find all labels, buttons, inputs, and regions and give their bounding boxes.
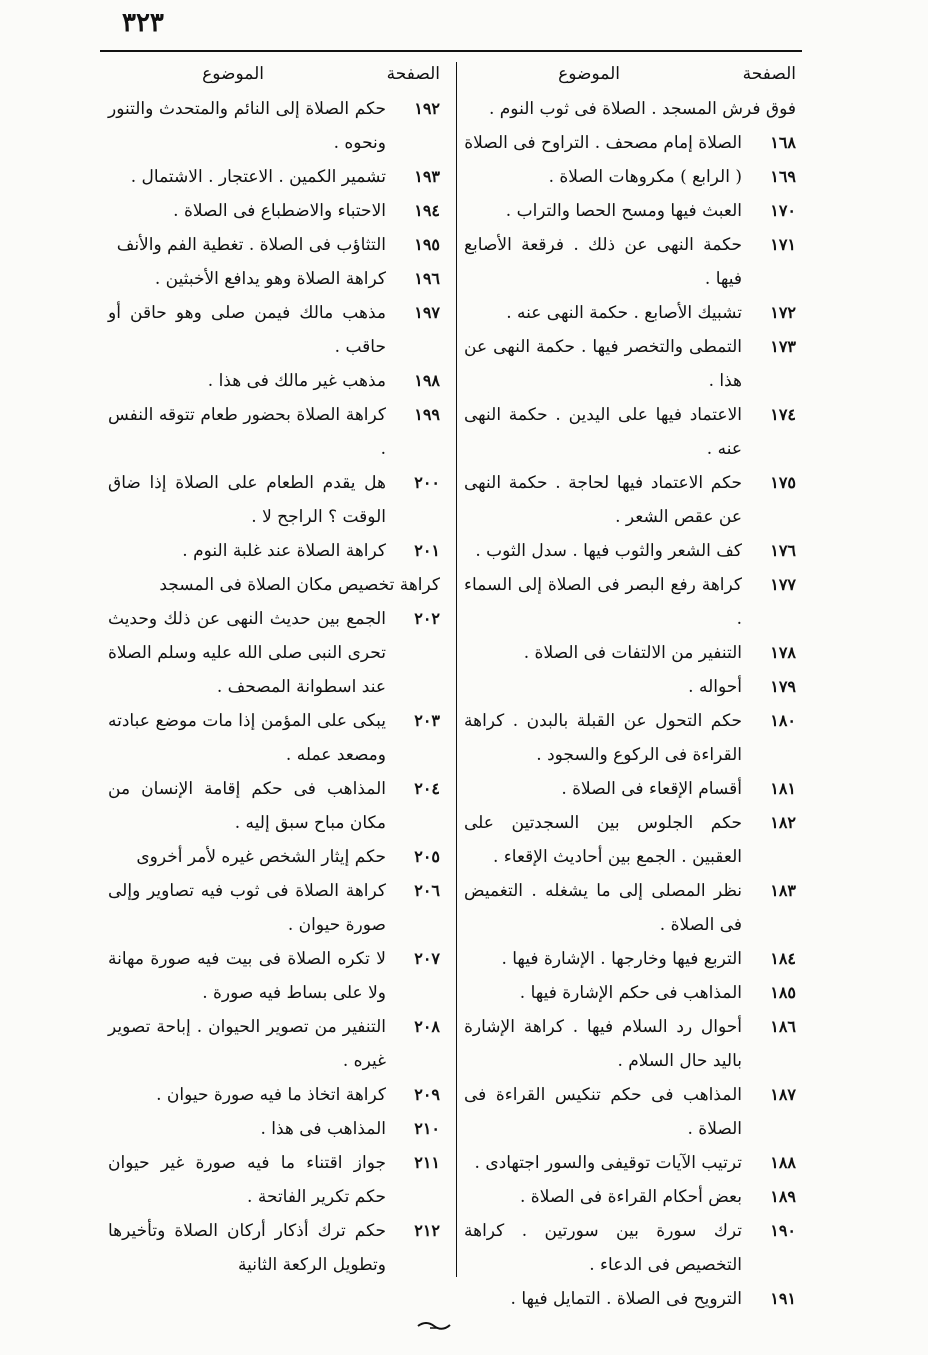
index-entry xyxy=(108,534,440,568)
entry-page-number: ١٧٦ xyxy=(770,541,796,560)
entry-topic: أحواله . xyxy=(688,677,742,697)
index-entry xyxy=(108,228,440,262)
index-entry xyxy=(108,602,440,704)
entry-page-number: ٢٠٦ xyxy=(414,881,440,900)
index-entry xyxy=(464,398,796,466)
top-rule xyxy=(100,50,802,52)
entry-topic: بعض أحكام القراءة فى الصلاة . xyxy=(519,1187,742,1207)
index-entry xyxy=(108,466,440,534)
entry-topic: المذاهب فى هذا . xyxy=(260,1119,386,1139)
index-entry xyxy=(108,92,440,160)
right-column-header xyxy=(464,62,796,92)
entry-page-number: ٢١١ xyxy=(414,1153,440,1172)
entry-topic: حكم إيثار الشخص غيره لأمر أخروى xyxy=(136,847,386,867)
entry-topic: حكم ترك أذكار أركان الصلاة وتأخيرها وتطويل الركعة الثانية xyxy=(108,1221,386,1275)
index-entry xyxy=(464,126,796,160)
index-entry xyxy=(464,1010,796,1078)
index-entry xyxy=(108,1078,440,1112)
entry-topic: التثاؤب فى الصلاة . تغطية الفم والأنف xyxy=(116,235,386,255)
entry-topic: كراهة الصلاة فى ثوب فيه تصاوير وإلى صورة حيوان . xyxy=(108,881,386,935)
index-entry xyxy=(464,1078,796,1146)
entry-page-number: ٢٠٩ xyxy=(414,1085,440,1104)
entry-topic: أقسام الإقعاء فى الصلاة . xyxy=(561,779,742,799)
entry-topic: كراهة اتخاذ ما فيه صورة حيوان . xyxy=(156,1085,386,1105)
entry-page-number: ١٧٢ xyxy=(770,303,796,322)
page-label: الصفحة xyxy=(386,64,440,84)
entry-topic: كراهة الصلاة عند غلبة النوم . xyxy=(182,541,386,561)
entry-page-number: ١٩٨ xyxy=(414,371,440,390)
index-entry xyxy=(464,636,796,670)
index-entry xyxy=(464,942,796,976)
index-entry xyxy=(108,1146,440,1214)
entry-page-number: ١٩٧ xyxy=(414,303,440,322)
entry-page-number: ١٨٢ xyxy=(770,813,796,832)
entry-topic: العبث فيها ومسح الحصا والتراب . xyxy=(505,201,742,221)
entry-page-number: ١٩١ xyxy=(770,1289,796,1308)
index-entry xyxy=(464,1214,796,1282)
entry-topic: المذاهب فى حكم إقامة الإنسان من مكان مباح سبق إليه . xyxy=(108,779,386,833)
left-column xyxy=(108,62,440,1282)
entry-topic: ترك سورة بين سورتين . كراهة التخصيص فى الدعاء . xyxy=(464,1221,742,1275)
entry-topic: مذهب مالك فيمن صلى وهو حاقن أو حاقب . xyxy=(108,303,386,357)
entry-topic: حكم الصلاة إلى النائم والمتحدث والتنور ونحوه . xyxy=(108,99,386,153)
page-number: ٣٢٣ xyxy=(122,8,164,38)
entry-page-number: ١٩٥ xyxy=(414,235,440,254)
entry-page-number: ١٨٣ xyxy=(770,881,796,900)
index-entry xyxy=(464,466,796,534)
entry-topic: الترويح فى الصلاة . التمايل فيها . xyxy=(510,1289,742,1309)
index-entry xyxy=(108,1112,440,1146)
entry-page-number: ٢٠٠ xyxy=(414,473,440,492)
entry-page-number: ١٩٤ xyxy=(414,201,440,220)
entry-topic: أحوال رد السلام فيها . كراهة الإشارة باليد حال السلام . xyxy=(464,1017,742,1071)
index-entry xyxy=(108,1214,440,1282)
entry-page-number: ١٨١ xyxy=(770,779,796,798)
index-entry xyxy=(464,704,796,772)
entry-page-number: ٢٠٣ xyxy=(414,711,440,730)
left-entries xyxy=(108,92,440,1282)
entry-topic: نظر المصلى إلى ما يشغله . التغميض فى الصلاة . xyxy=(464,881,742,935)
index-entry xyxy=(464,568,796,636)
index-entry xyxy=(464,772,796,806)
entry-page-number: ٢٠٢ xyxy=(414,609,440,628)
index-entry xyxy=(464,194,796,228)
entry-page-number: ٢٠٧ xyxy=(414,949,440,968)
entry-page-number: ١٦٩ xyxy=(770,167,796,186)
entry-page-number: ١٦٨ xyxy=(770,133,796,152)
index-entry xyxy=(108,874,440,942)
index-entry xyxy=(108,704,440,772)
index-entry xyxy=(464,330,796,398)
index-entry xyxy=(464,806,796,874)
entry-topic: مذهب غير مالك فى هذا . xyxy=(207,371,386,391)
index-entry xyxy=(464,670,796,704)
index-entry xyxy=(464,1180,796,1214)
entry-topic: المذاهب فى حكم تنكيس القراءة فى الصلاة . xyxy=(464,1085,742,1139)
entry-topic: حكمة النهى عن ذلك . فرقعة الأصابع فيها . xyxy=(464,235,742,289)
index-entry xyxy=(108,568,440,602)
index-entry xyxy=(108,942,440,1010)
entry-page-number: ٢٠٤ xyxy=(414,779,440,798)
entry-topic: التنفير من الالتفات فى الصلاة . xyxy=(523,643,742,663)
index-entry xyxy=(108,398,440,466)
entry-page-number: ٢١٢ xyxy=(414,1221,440,1240)
entry-page-number: ٢١٠ xyxy=(414,1119,440,1138)
entry-topic: حكم الجلوس بين السجدتين على العقبين . الجمع بين أحاديث الإقعاء . xyxy=(464,813,742,867)
entry-page-number: ١٧٩ xyxy=(770,677,796,696)
entry-topic: الاحتباء والاضطباع فى الصلاة . xyxy=(173,201,386,221)
index-entry xyxy=(108,364,440,398)
column-divider xyxy=(456,62,457,1277)
entry-topic: الصلاة إمام مصحف . التراوح فى الصلاة xyxy=(464,133,742,153)
entry-page-number: ١٨٠ xyxy=(770,711,796,730)
entry-page-number: ١٨٦ xyxy=(770,1017,796,1036)
entry-page-number: ١٨٧ xyxy=(770,1085,796,1104)
index-entry xyxy=(464,976,796,1010)
topic-label: الموضوع xyxy=(202,64,264,84)
index-entry xyxy=(464,228,796,296)
entry-page-number: ١٨٤ xyxy=(770,949,796,968)
entry-page-number: ١٧٠ xyxy=(770,201,796,220)
entry-topic: التمطى والتخصر فيها . حكمة النهى عن هذا . xyxy=(464,337,742,391)
index-entry xyxy=(464,160,796,194)
index-entry xyxy=(464,296,796,330)
topic-label: الموضوع xyxy=(558,64,620,84)
entry-page-number: ١٧٨ xyxy=(770,643,796,662)
index-entry xyxy=(108,840,440,874)
index-entry xyxy=(464,1282,796,1316)
entry-page-number: ١٩٢ xyxy=(414,99,440,118)
entry-topic: هل يقدم الطعام على الصلاة إذا ضاق الوقت ؟ الراجح لا . xyxy=(108,473,386,527)
footer-ornament xyxy=(416,1318,452,1332)
entry-topic: يبكى على المؤمن إذا مات موضع عبادته ومصعد عمله . xyxy=(108,711,386,765)
index-entry xyxy=(108,262,440,296)
entry-page-number: ١٧٣ xyxy=(770,337,796,356)
right-entries xyxy=(464,92,796,1316)
entry-topic: لا تكره الصلاة فى بيت فيه صورة مهانة ولا على بساط فيه صورة . xyxy=(108,949,386,1003)
index-entry xyxy=(464,92,796,126)
left-column-header xyxy=(108,62,440,92)
index-entry xyxy=(108,772,440,840)
entry-topic: الجمع بين حديث النهى عن ذلك وحديث تحرى النبى صلى الله عليه وسلم الصلاة عند اسطوانة المصحف . xyxy=(108,609,386,697)
entry-page-number: ٢٠٥ xyxy=(414,847,440,866)
entry-topic: الاعتماد فيها على اليدين . حكمة النهى عنه . xyxy=(464,405,742,459)
index-entry xyxy=(108,194,440,228)
entry-topic: جواز اقتناء ما فيه صورة غير حيوان حكم تكرير الفاتحة . xyxy=(108,1153,386,1207)
entry-page-number: ٢٠٨ xyxy=(414,1017,440,1036)
entry-topic: تشمير الكمين . الاعتجار . الاشتمال . xyxy=(130,167,386,187)
entry-topic: كراهة تخصيص مكان الصلاة فى المسجد xyxy=(159,575,440,595)
entry-page-number: ١٧٤ xyxy=(770,405,796,424)
entry-topic: كراهة رفع البصر فى الصلاة إلى السماء . xyxy=(464,575,742,629)
entry-page-number: ١٧١ xyxy=(770,235,796,254)
index-entry xyxy=(108,1010,440,1078)
entry-page-number: ١٨٩ xyxy=(770,1187,796,1206)
entry-page-number: ١٩٠ xyxy=(770,1221,796,1240)
entry-page-number: ١٧٥ xyxy=(770,473,796,492)
entry-page-number: ١٩٦ xyxy=(414,269,440,288)
entry-topic: ( الرابع ) مكروهات الصلاة . xyxy=(548,167,742,187)
index-entry xyxy=(464,874,796,942)
index-entry xyxy=(464,1146,796,1180)
entry-topic: كراهة الصلاة وهو يدافع الأخبثين . xyxy=(154,269,386,289)
page-label: الصفحة xyxy=(742,64,796,84)
entry-page-number: ١٨٨ xyxy=(770,1153,796,1172)
entry-page-number: ١٨٥ xyxy=(770,983,796,1002)
entry-topic: حكم الاعتماد فيها لحاجة . حكمة النهى عن عقص الشعر . xyxy=(464,473,742,527)
entry-page-number: ١٩٣ xyxy=(414,167,440,186)
entry-topic: المذاهب فى حكم الإشارة فيها . xyxy=(519,983,742,1003)
entry-topic: التربع فيها وخارجها . الإشارة فيها . xyxy=(501,949,742,969)
entry-topic: التنفير من تصوير الحيوان . إباحة تصوير غيره . xyxy=(108,1017,386,1071)
right-column xyxy=(464,62,796,1309)
entry-page-number: ١٩٩ xyxy=(414,405,440,424)
entry-page-number: ١٧٧ xyxy=(770,575,796,594)
entry-topic: ترتيب الآيات توقيفى والسور اجتهادى . xyxy=(474,1153,742,1173)
index-entry xyxy=(108,296,440,364)
entry-topic: كراهة الصلاة بحضور طعام تتوقه النفس . xyxy=(108,405,386,459)
entry-topic: حكم التحول عن القبلة بالبدن . كراهة القراءة فى الركوع والسجود . xyxy=(464,711,742,765)
entry-page-number: ٢٠١ xyxy=(414,541,440,560)
index-entry xyxy=(108,160,440,194)
entry-topic: فوق فرش المسجد . الصلاة فى ثوب النوم . xyxy=(488,99,796,119)
index-entry xyxy=(464,534,796,568)
entry-topic: تشبيك الأصابع . حكمة النهى عنه . xyxy=(506,303,742,323)
entry-topic: كف الشعر والثوب فيها . سدل الثوب . xyxy=(475,541,742,561)
